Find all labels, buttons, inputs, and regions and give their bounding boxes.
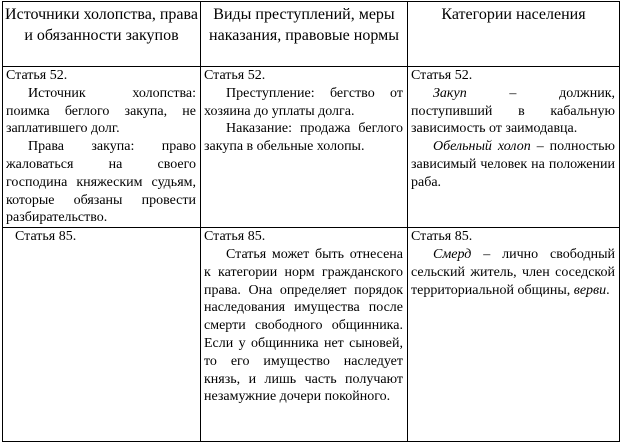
cell-crimes: [201, 228, 408, 442]
cell-paragraph: Преступление: бегство от хозяина до уплаты долга.: [204, 85, 403, 119]
definition-text: – лично свободный сельский житель, член соседской территориальной общины,: [411, 246, 615, 298]
definition-text: – полностью зависимый человек на положении раба.: [411, 139, 615, 190]
cell-paragraph: Наказание: продажа беглого закупа в обельные холопы.: [204, 121, 403, 155]
table-row: [3, 67, 620, 228]
article-label: Статья 52.: [6, 68, 68, 83]
article-label: Статья 85.: [204, 229, 266, 245]
law-table: [2, 1, 620, 442]
cell-paragraph: Статья может быть отнесена к категории норм гражданского права. Она определяет порядок наследования имущества после смерти свободного общинника. Если у общинника нет сыновей, то его имущество наследует князь, и лишь часть получают незамужние дочери покойного.: [204, 246, 403, 405]
article-label: Статья 85.: [411, 229, 473, 245]
table-row: [3, 228, 620, 442]
term: Закуп: [433, 85, 467, 101]
cell-categories: [408, 228, 620, 442]
definition-text: – должник, поступивший в кабальную зависимость от заимодавца.: [411, 85, 615, 137]
header-sources: Источники холопства, права и обязанности закупов: [3, 2, 201, 67]
definition: [411, 138, 615, 191]
term: верви: [573, 282, 607, 298]
cell-paragraph: Источник холопства: поимка беглого закупа, не заплатившего долг.: [6, 85, 196, 137]
term: Обельный холоп: [433, 139, 531, 155]
cell-paragraph: Права закупа: право жаловаться на своего господина княжеским судьям, которые обязаны провести разбирательство.: [6, 139, 196, 226]
header-crimes: Виды преступлений, меры наказания, правовые нормы: [201, 2, 408, 67]
header-categories: Категории населения: [408, 2, 620, 67]
header-row: [3, 2, 620, 67]
term: Смерд: [433, 246, 472, 262]
cell-sources: [3, 67, 201, 228]
cell-categories: [408, 67, 620, 228]
article-label: Статья 52.: [411, 68, 473, 83]
cell-crimes: [201, 67, 408, 228]
definition-end: .: [606, 282, 610, 298]
article-label: Статья 85.: [15, 229, 77, 245]
definition: [411, 85, 615, 138]
definition: [411, 246, 615, 299]
article-label: Статья 52.: [204, 68, 266, 83]
cell-sources: [3, 228, 201, 442]
